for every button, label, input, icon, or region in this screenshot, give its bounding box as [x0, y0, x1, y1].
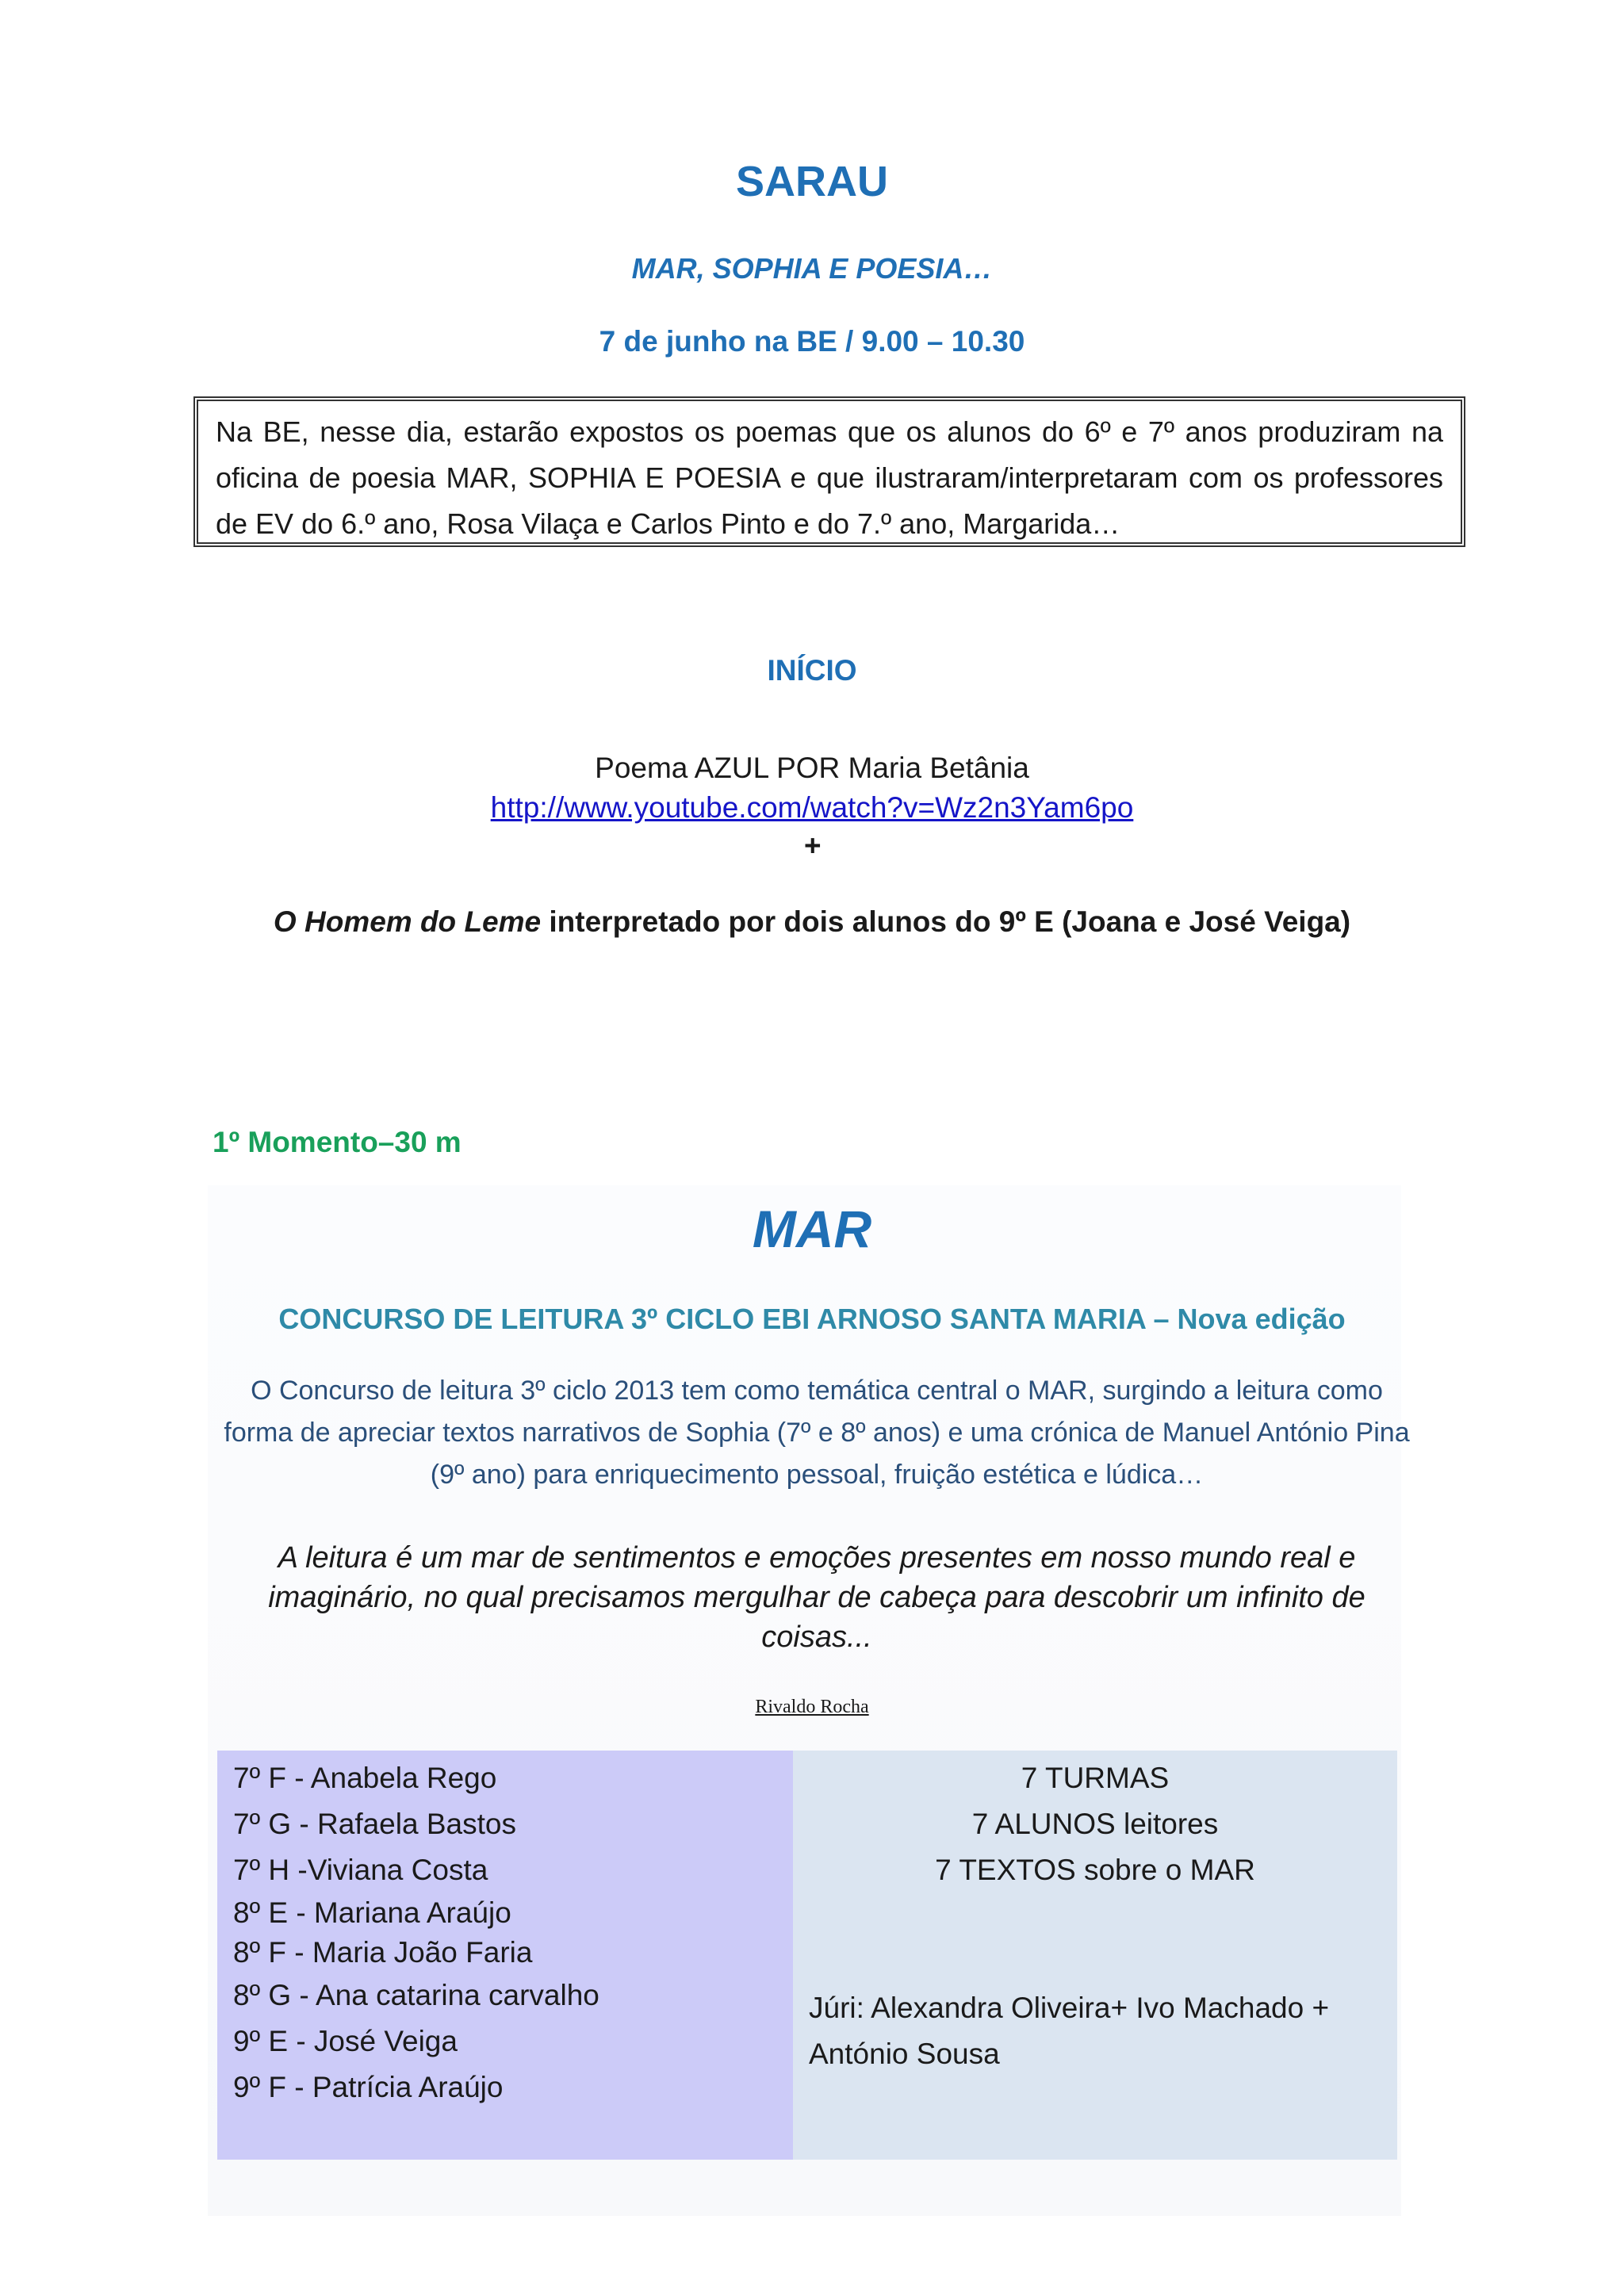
section-heading-inicio: INÍCIO [767, 654, 857, 687]
moment-label: 1º Momento–30 m [213, 1126, 462, 1158]
contest-description: O Concurso de leitura 3º ciclo 2013 tem como temática central o MAR, surgindo a leitura como forma de apreciar textos narrativos de Sophia (7º e 8º anos) e uma crónica de Manuel António Pina (9º ano) para enriquecimento pessoal, fruição estética e lúdica… [224, 1376, 1410, 1490]
page-subtitle: MAR, SOPHIA E POESIA… [631, 252, 993, 285]
performance-line [0, 905, 1624, 939]
student-row: 8º F - Maria João Faria [233, 1936, 533, 1969]
student-row: 9º F - Patrícia Araújo [233, 2071, 504, 2103]
performance-description: interpretado por dois alunos do 9º E (Joana e José Veiga) [541, 905, 1351, 938]
summary-column [793, 1751, 1397, 2160]
participants-table [217, 1751, 1397, 2160]
youtube-link[interactable]: http://www.youtube.com/watch?v=Wz2n3Yam6po [490, 791, 1134, 824]
quote-author: Rivaldo Rocha [755, 1697, 869, 1717]
jury-text: Júri: Alexandra Oliveira+ Ivo Machado + António Sousa [809, 1992, 1330, 2070]
stat-alunos: 7 ALUNOS leitores [971, 1808, 1219, 1840]
contest-title: CONCURSO DE LEITURA 3º CICLO EBI ARNOSO SANTA MARIA – Nova edição [278, 1303, 1346, 1335]
section-big-title: MAR [752, 1200, 872, 1258]
plus-sign: + [803, 829, 821, 862]
info-box-text: Na BE, nesse dia, estarão expostos os poemas que os alunos do 6º e 7º anos produziram na oficina de poesia MAR, SOPHIA E POESIA e que ilustraram/interpretaram com os professores de EV do 6.º ano, Rosa Vilaça e Carlos Pinto e do 7.º ano, Margarida… [216, 415, 1443, 540]
info-box [193, 396, 1465, 547]
student-row: 7º F - Anabela Rego [233, 1762, 497, 1794]
event-date: 7 de junho na BE / 9.00 – 10.30 [599, 325, 1025, 358]
students-column [217, 1751, 793, 2160]
performance-title: O Homem do Leme [273, 905, 542, 938]
student-row: 7º H -Viviana Costa [233, 1854, 488, 1886]
student-row: 8º E - Mariana Araújo [233, 1896, 511, 1929]
stat-turmas: 7 TURMAS [1021, 1762, 1170, 1794]
stat-textos: 7 TEXTOS sobre o MAR [935, 1854, 1255, 1886]
quote-text: A leitura é um mar de sentimentos e emoções presentes em nosso mundo real e imaginário, no qual precisamos mergulhar de cabeça para descobrir um infinito de coisas... [268, 1541, 1365, 1654]
poem-line: Poema AZUL POR Maria Betânia [595, 752, 1029, 784]
student-row: 8º G - Ana catarina carvalho [233, 1979, 599, 2011]
page-title: SARAU [735, 158, 888, 205]
student-row: 7º G - Rafaela Bastos [233, 1808, 516, 1840]
student-row: 9º E - José Veiga [233, 2025, 458, 2057]
